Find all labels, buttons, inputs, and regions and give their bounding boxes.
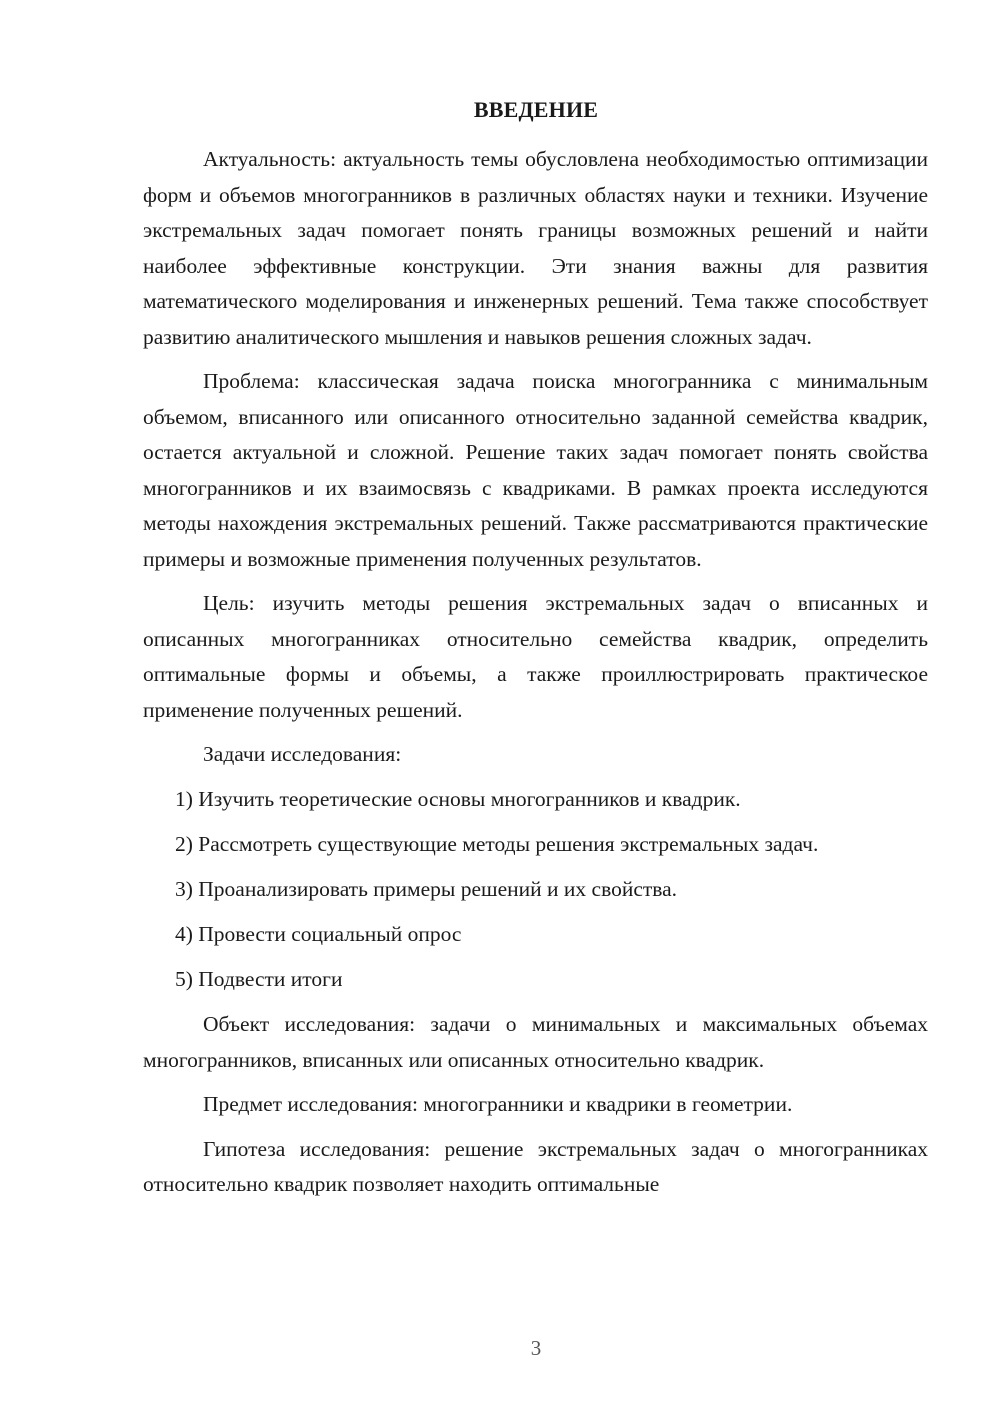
task-item: 3) Проанализировать примеры решений и их свойства. xyxy=(175,877,678,901)
relevance-paragraph: Актуальность: актуальность темы обусловлена необходимостью оптимизации форм и объемов многогранников в различных областях науки и техники. Изучение экстремальных задач помогает понять границы возможных решений и найти наиболее эффективные конструкции. Эти знания важны для развития математического моделирования и инженерных решений. Тема также способствует развитию аналитического мышления и навыков решения сложных задач. xyxy=(143,147,928,349)
task-item: 4) Провести социальный опрос xyxy=(175,922,462,946)
tasks-list xyxy=(143,782,928,998)
hypothesis-paragraph: Гипотеза исследования: решение экстремальных задач о многогранниках относительно квадрик позволяет находить оптимальные xyxy=(143,1136,928,1196)
page-title: ВВЕДЕНИЕ xyxy=(473,97,599,122)
tasks-heading: Задачи исследования: xyxy=(203,742,402,766)
object-paragraph: Объект исследования: задачи о минимальных и максимальных объемах многогранников, вписанных или описанных относительно квадрик. xyxy=(143,1012,928,1072)
page-number: 3 xyxy=(530,1336,542,1360)
problem-paragraph: Проблема: классическая задача поиска многогранника с минимальным объемом, вписанного или описанного относительно заданной семейства квадрик, остается актуальной и сложной. Решение таких задач помогает понять свойства многогранников и их взаимосвязь с квадриками. В рамках проекта исследуются методы нахождения экстремальных решений. Также рассматриваются практические примеры и возможные применения полученных результатов. xyxy=(143,369,928,571)
task-item: 1) Изучить теоретические основы многогранников и квадрик. xyxy=(175,787,741,811)
goal-paragraph: Цель: изучить методы решения экстремальных задач о вписанных и описанных многогранниках относительно семейства квадрик, определить оптимальные формы и объемы, а также проиллюстрировать практическое применение полученных решений. xyxy=(143,591,928,722)
subject-paragraph: Предмет исследования: многогранники и квадрики в геометрии. xyxy=(203,1092,793,1116)
document-body xyxy=(143,142,928,1212)
task-item: 2) Рассмотреть существующие методы решения экстремальных задач. xyxy=(175,832,819,856)
task-item: 5) Подвести итоги xyxy=(175,967,343,991)
